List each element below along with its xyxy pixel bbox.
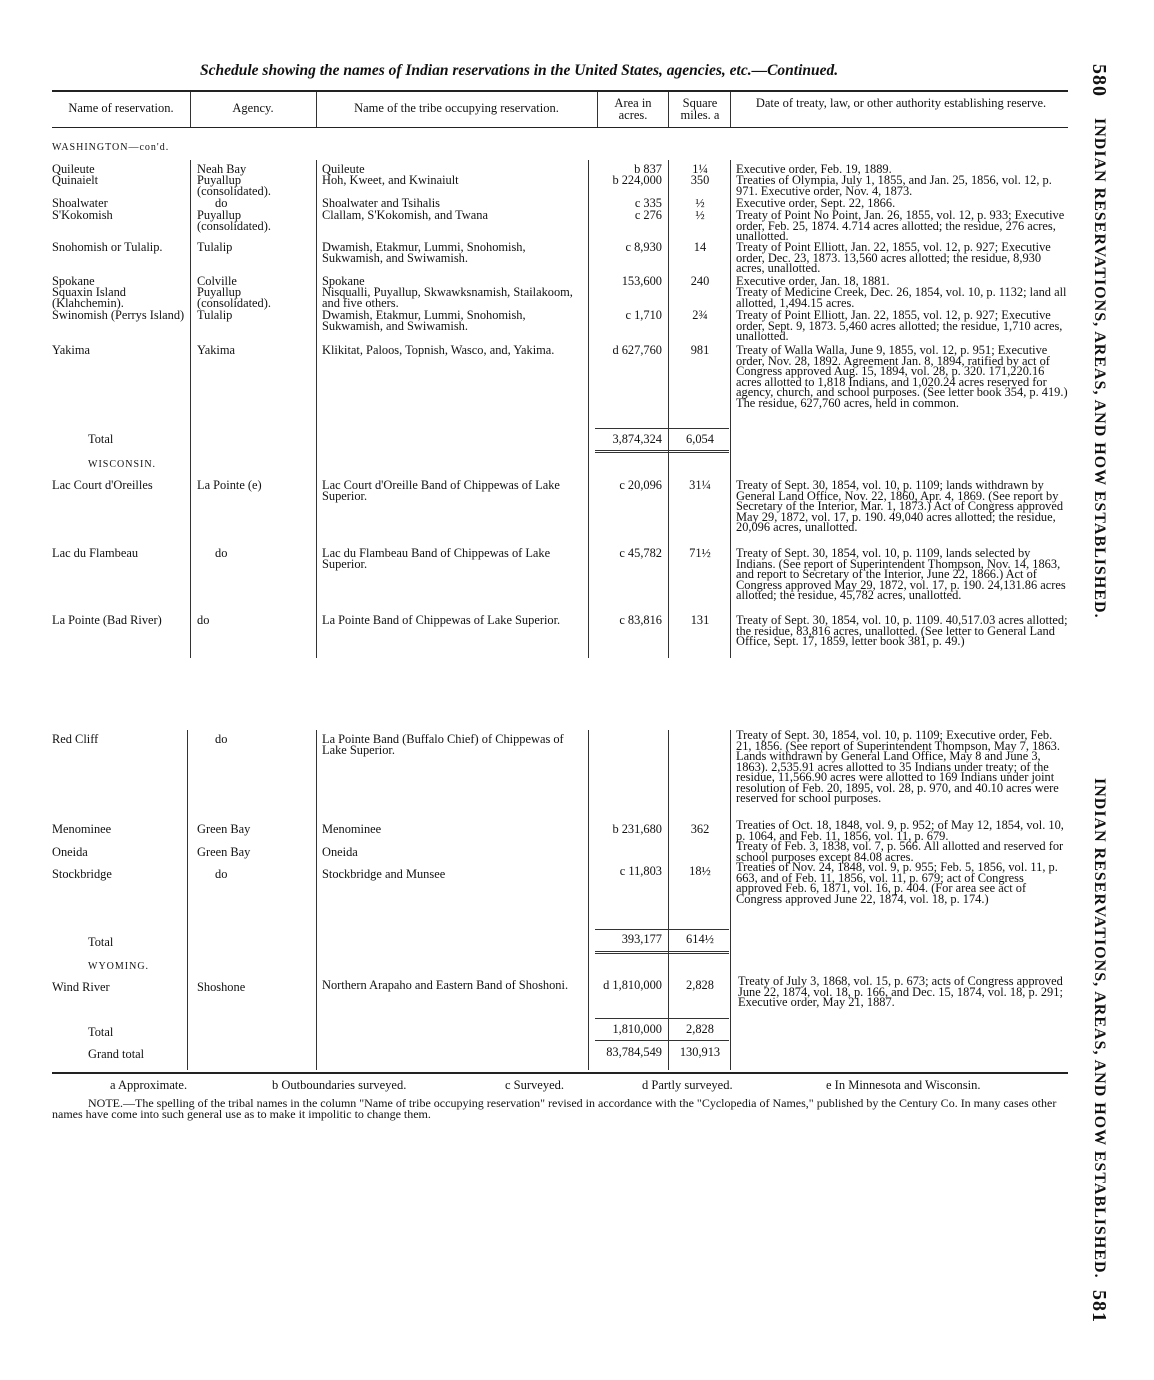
- row-laccourt-treaty: Treaty of Sept. 30, 1854, vol. 10, p. 1109; lands withdrawn by General Land Office, Nov. 22, 1860, Apr. 4, 1869. (See report by Secretary of the Interior, Mar. 1, 1873.) Act of Congress approved May 29, 1872, vol. 17, p. 190. 49,040 acres allotted; the residue, 20,096 acres, unallotted.: [736, 478, 1064, 534]
- row-oneida-name: Oneida: [52, 845, 88, 859]
- row-skokomish-name: S'Kokomish: [52, 208, 113, 222]
- row-menominee-name: Menominee: [52, 822, 112, 836]
- row-windriver-name: Wind River: [52, 980, 110, 994]
- row-swinomish-treaty: Treaty of Point Elliott, Jan. 22, 1855, vol. 12, p. 927; Executive order, Sept. 9, 1873. 5,460 acres allotted; the residue, 1,710 acres, unallotted.: [736, 308, 1063, 343]
- row-quinaielt-agency: Puyallup (consolidated).: [197, 173, 271, 198]
- row-quileute-name: Quileute: [52, 162, 95, 176]
- row-quileute-sqmi: 1¼: [692, 162, 708, 176]
- col-rule: [668, 160, 669, 658]
- row-windriver-treaty: Treaty of July 3, 1868, vol. 15, p. 673; acts of Congress approved June 22, 1874, vol. 18, p. 166, and Dec. 15, 1874, vol. 18, p. 291; Executive order, May 21, 1887.: [738, 974, 1063, 1009]
- row-yakima-treaty: Treaty of Walla Walla, June 9, 1855, vol. 12, p. 951; Executive order, Nov. 28, 1892. Agreement Jan. 8, 1894, ratified by act of Congress approved Aug. 15, 1894, vol. 28, p. 320. 171,220.16 acres allotted to 1,818 Indians, and 1,020.24 acres reserved for agency, church, and school purposes. (See letter book 354, p. 419.) The residue, 627,760 acres, held in common.: [736, 343, 1068, 410]
- row-shoalwater-treaty: Executive order, Sept. 22, 1866.: [736, 196, 896, 210]
- row-lapointe-agency: do: [197, 613, 210, 627]
- row-windriver-area: d 1,810,000: [603, 978, 662, 992]
- row-laccourt-tribe: Lac Court d'Oreille Band of Chippewas of Lake Superior.: [322, 478, 560, 503]
- footnote-a: a Approximate.: [110, 1078, 188, 1092]
- row-snohomish-sqmi: 14: [693, 240, 707, 254]
- col-rule: [588, 730, 589, 1070]
- row-spokane-name: Spokane: [52, 274, 95, 288]
- row-snohomish-name: Snohomish or Tulalip.: [52, 240, 163, 254]
- header-name: Name of reservation.: [68, 101, 174, 115]
- row-grand-total-name: Grand total: [88, 1047, 145, 1061]
- row-redcliff-tribe: La Pointe Band (Buffalo Chief) of Chippewas of Lake Superior.: [322, 732, 564, 757]
- row-yakima-tribe: Klikitat, Paloos, Topnish, Wasco, and, Yakima.: [322, 343, 555, 357]
- col-rule: [668, 730, 669, 1070]
- row-yakima-area: d 627,760: [612, 343, 662, 357]
- row-wy-total-name: Total: [88, 1025, 114, 1039]
- footnote-c: c Surveyed.: [505, 1078, 565, 1092]
- row-squaxin-agency: Puyallup (consolidated).: [197, 285, 271, 310]
- row-windriver-sqmi: 2,828: [686, 978, 714, 992]
- header-treaty: Date of treaty, law, or other authority establishing reserve.: [755, 96, 1047, 110]
- header-tribe: Name of the tribe occupying reservation.: [354, 101, 559, 115]
- row-stockbridge-treaty: Treaties of Nov. 24, 1848, vol. 9, p. 955; Feb. 5, 1856, vol. 11, p. 663, and of Feb. 11, 1856, vol. 11, p. 679; act of Congress approved Feb. 6, 1871, vol. 16, p. 404. (For area see act of Congress approved June 22, 1874, vol. 18, p. 174.): [736, 860, 1058, 906]
- row-stockbridge-area: c 11,803: [619, 864, 662, 878]
- total-rule: [595, 929, 729, 930]
- total-rule: [595, 1040, 729, 1041]
- row-shoalwater-name: Shoalwater: [52, 196, 108, 210]
- row-quileute-tribe: Quileute: [322, 162, 365, 176]
- row-yakima-agency: Yakima: [197, 343, 235, 357]
- row-snohomish-treaty: Treaty of Point Elliott, Jan. 22, 1855, vol. 12, p. 927; Executive order, Dec. 23, 1873. 13,560 acres allotted; the residue, 8,930 acres, unallotted.: [736, 240, 1051, 275]
- row-menominee-area: b 231,680: [612, 822, 662, 836]
- row-wa-total-area: 3,874,324: [612, 432, 662, 446]
- row-swinomish-name: Swinomish (Perrys Island): [52, 308, 185, 322]
- col-rule: [588, 160, 589, 658]
- row-wa-total-sqmi: 6,054: [686, 432, 714, 446]
- row-lacdu-name: Lac du Flambeau: [52, 546, 139, 560]
- row-redcliff-agency: do: [215, 732, 228, 746]
- row-redcliff-treaty: Treaty of Sept. 30, 1854, vol. 10, p. 1109; Executive order, Feb. 21, 1856. (See report of Superintendent Thompson, May 7, 1863. Lands withdrawn by General Land Office, May 8 and June 3, 1863). 2,535.91 acres allotted to 35 Indians under treaty; of the residue, 11,566.90 acres were allotted to 169 Indians under joint resolution of Feb. 20, 1895, vol. 28, p. 970, and 40.10 acres were reserved for school purposes.: [736, 728, 1060, 805]
- row-yakima-sqmi: 981: [690, 343, 710, 357]
- row-windriver-agency: Shoshone: [197, 980, 246, 994]
- row-shoalwater-area: c 335: [634, 196, 662, 210]
- row-quileute-treaty: Executive order, Feb. 19, 1889.: [736, 162, 892, 176]
- row-lacdu-tribe: Lac du Flambeau Band of Chippewas of Lake Superior.: [322, 546, 551, 571]
- section-wisconsin: WISCONSIN.: [88, 459, 157, 470]
- total-double-rule: [595, 450, 729, 453]
- row-laccourt-area: c 20,096: [619, 478, 662, 492]
- row-swinomish-tribe: Dwamish, Etakmur, Lummi, Snohomish, Sukwamish, and Swiwamish.: [322, 308, 526, 333]
- row-yakima-name: Yakima: [52, 343, 90, 357]
- row-skokomish-sqmi: ½: [695, 208, 705, 222]
- footnote-d: d Partly surveyed.: [642, 1078, 733, 1092]
- row-quinaielt-name: Quinaielt: [52, 173, 99, 187]
- row-stockbridge-name: Stockbridge: [52, 867, 112, 881]
- row-wy-total-area: 1,810,000: [612, 1022, 662, 1036]
- row-snohomish-tribe: Dwamish, Etakmur, Lummi, Snohomish, Sukwamish, and Swiwamish.: [322, 240, 526, 265]
- col-rule: [597, 92, 598, 127]
- col-rule: [316, 160, 317, 658]
- row-swinomish-agency: Tulalip: [197, 308, 233, 322]
- row-quinaielt-sqmi: 350: [690, 173, 710, 187]
- row-wa-total-name: Total: [88, 432, 114, 446]
- header-agency: Agency.: [232, 101, 274, 115]
- row-skokomish-tribe: Clallam, S'Kokomish, and Twana: [322, 208, 488, 222]
- row-wi-total-sqmi: 614½: [686, 932, 714, 946]
- running-head-bottom: INDIAN RESERVATIONS, AREAS, AND HOW ESTABLISHED.: [1091, 778, 1108, 1279]
- row-spokane-agency: Colville: [197, 274, 237, 288]
- row-redcliff-name: Red Cliff: [52, 732, 99, 746]
- row-shoalwater-sqmi: ½: [695, 196, 705, 210]
- row-snohomish-agency: Tulalip: [197, 240, 233, 254]
- editorial-note: NOTE.—The spelling of the tribal names in the column "Name of tribe occupying reservation" revised in accordance with the "Cyclopedia of Names," published by the Century Co. In many cases other names have come into such general use as to make it impolitic to change them.: [52, 1096, 1057, 1121]
- row-grand-total-area: 83,784,549: [606, 1045, 662, 1059]
- row-lacdu-treaty: Treaty of Sept. 30, 1854, vol. 10, p. 1109, lands selected by Indians. (See report of Superintendent Thompson, Nov. 14, 1863, and report to Secretary of the Interior, June 22, 1866.) Act of Congress approved May 29, 1872, vol. 17, p. 190. 24,131.86 acres allotted; the residue, 45,782 acres, unallotted.: [736, 546, 1066, 602]
- row-swinomish-area: c 1,710: [625, 308, 662, 322]
- row-spokane-treaty: Executive order, Jan. 18, 1881.: [736, 274, 890, 288]
- total-double-rule: [595, 951, 729, 954]
- row-grand-total-sqmi: 130,913: [679, 1045, 721, 1059]
- row-quileute-area: b 837: [634, 162, 662, 176]
- header-sqmi: Square miles. a: [680, 96, 720, 122]
- row-snohomish-area: c 8,930: [625, 240, 662, 254]
- col-rule: [730, 730, 731, 1070]
- row-lapointe-treaty: Treaty of Sept. 30, 1854, vol. 10, p. 1109. 40,517.03 acres allotted; the residue, 83,816 acres, unallotted. (See letter to General Land Office, Sept. 17, 1859, letter book 381, p. 49.): [736, 613, 1068, 648]
- row-skokomish-treaty: Treaty of Point No Point, Jan. 26, 1855, vol. 12, p. 933; Executive order, Feb. 25, 1874. 4.714 acres allotted; the residue, 276 acres, unallotted.: [736, 208, 1065, 243]
- table-top-rule: [52, 90, 1068, 92]
- row-stockbridge-sqmi: 18½: [689, 864, 711, 878]
- row-lacdu-sqmi: 71½: [689, 546, 711, 560]
- row-skokomish-agency: Puyallup (consolidated).: [197, 208, 271, 233]
- page-title: Schedule showing the names of Indian reservations in the United States, agencies, etc.—Continued.: [200, 62, 839, 79]
- row-squaxin-treaty: Treaty of Medicine Creek, Dec. 26, 1854, vol. 10, p. 1132; land all allotted, 1,494.15 acres.: [736, 285, 1067, 310]
- header-bottom-rule: [52, 127, 1068, 128]
- col-rule: [730, 160, 731, 658]
- row-squaxin-tribe: Nisqualli, Puyallup, Skwawksnamish, Stailakoom, and five others.: [322, 285, 573, 310]
- row-laccourt-agency: La Pointe (e): [197, 478, 262, 492]
- row-quileute-agency: Neah Bay: [197, 162, 247, 176]
- footnote-b: b Outboundaries surveyed.: [272, 1078, 407, 1092]
- col-rule: [668, 92, 669, 127]
- row-quinaielt-area: b 224,000: [612, 173, 662, 187]
- row-oneida-tribe: Oneida: [322, 845, 358, 859]
- row-shoalwater-tribe: Shoalwater and Tsihalis: [322, 196, 440, 210]
- col-rule: [730, 92, 731, 127]
- col-rule: [190, 160, 191, 658]
- row-lacdu-area: c 45,782: [619, 546, 662, 560]
- row-lapointe-sqmi: 131: [690, 613, 710, 627]
- table-bottom-rule: [52, 1072, 1068, 1074]
- row-lapointe-tribe: La Pointe Band of Chippewas of Lake Superior.: [322, 613, 561, 627]
- row-lapointe-area: c 83,816: [619, 613, 662, 627]
- row-menominee-sqmi: 362: [690, 822, 710, 836]
- row-wi-total-name: Total: [88, 935, 114, 949]
- row-menominee-treaty: Treaties of Oct. 18, 1848, vol. 9, p. 952; of May 12, 1854, vol. 10, p. 1064, and Feb. 11, 1856, vol. 11, p. 679.: [736, 818, 1064, 843]
- col-rule: [316, 730, 317, 1070]
- total-rule: [595, 1018, 729, 1019]
- row-spokane-area: 153,600: [621, 274, 662, 288]
- row-lacdu-agency: do: [215, 546, 228, 560]
- row-stockbridge-tribe: Stockbridge and Munsee: [322, 867, 446, 881]
- row-stockbridge-agency: do: [215, 867, 228, 881]
- row-menominee-tribe: Menominee: [322, 822, 382, 836]
- footnote-e: e In Minnesota and Wisconsin.: [826, 1078, 981, 1092]
- row-laccourt-name: Lac Court d'Oreilles: [52, 478, 153, 492]
- row-wy-total-sqmi: 2,828: [686, 1022, 714, 1036]
- total-rule: [595, 428, 729, 429]
- page-number-top: 580: [1088, 64, 1110, 97]
- row-squaxin-name: Squaxin Island (Klahchemin).: [52, 285, 126, 310]
- row-oneida-treaty: Treaty of Feb. 3, 1838, vol. 7, p. 566. All allotted and reserved for school purposes except 84.08 acres.: [736, 839, 1064, 864]
- running-head-top: INDIAN RESERVATIONS, AREAS, AND HOW ESTABLISHED.: [1091, 118, 1108, 619]
- row-lapointe-name: La Pointe (Bad River): [52, 613, 162, 627]
- row-quinaielt-tribe: Hoh, Kweet, and Kwinaiult: [322, 173, 459, 187]
- row-wi-total-area: 393,177: [621, 932, 662, 946]
- row-swinomish-sqmi: 2¾: [692, 308, 708, 322]
- col-rule: [187, 730, 188, 1070]
- row-laccourt-sqmi: 31¼: [689, 478, 711, 492]
- row-quinaielt-treaty: Treaties of Olympia, July 1, 1855, and Jan. 25, 1856, vol. 12, p. 971. Executive order, Nov. 4, 1873.: [736, 173, 1052, 198]
- row-windriver-tribe: Northern Arapaho and Eastern Band of Shoshoni.: [322, 978, 569, 992]
- row-spokane-tribe: Spokane: [322, 274, 365, 288]
- row-spokane-sqmi: 240: [690, 274, 710, 288]
- section-wyoming: WYOMING.: [88, 961, 150, 972]
- section-washington: WASHINGTON—con'd.: [52, 142, 170, 153]
- row-skokomish-area: c 276: [634, 208, 662, 222]
- header-area: Area in acres.: [614, 96, 652, 122]
- row-oneida-agency: Green Bay: [197, 845, 251, 859]
- page-number-bottom: 581: [1088, 1290, 1110, 1323]
- row-menominee-agency: Green Bay: [197, 822, 251, 836]
- row-shoalwater-agency: do: [215, 196, 228, 210]
